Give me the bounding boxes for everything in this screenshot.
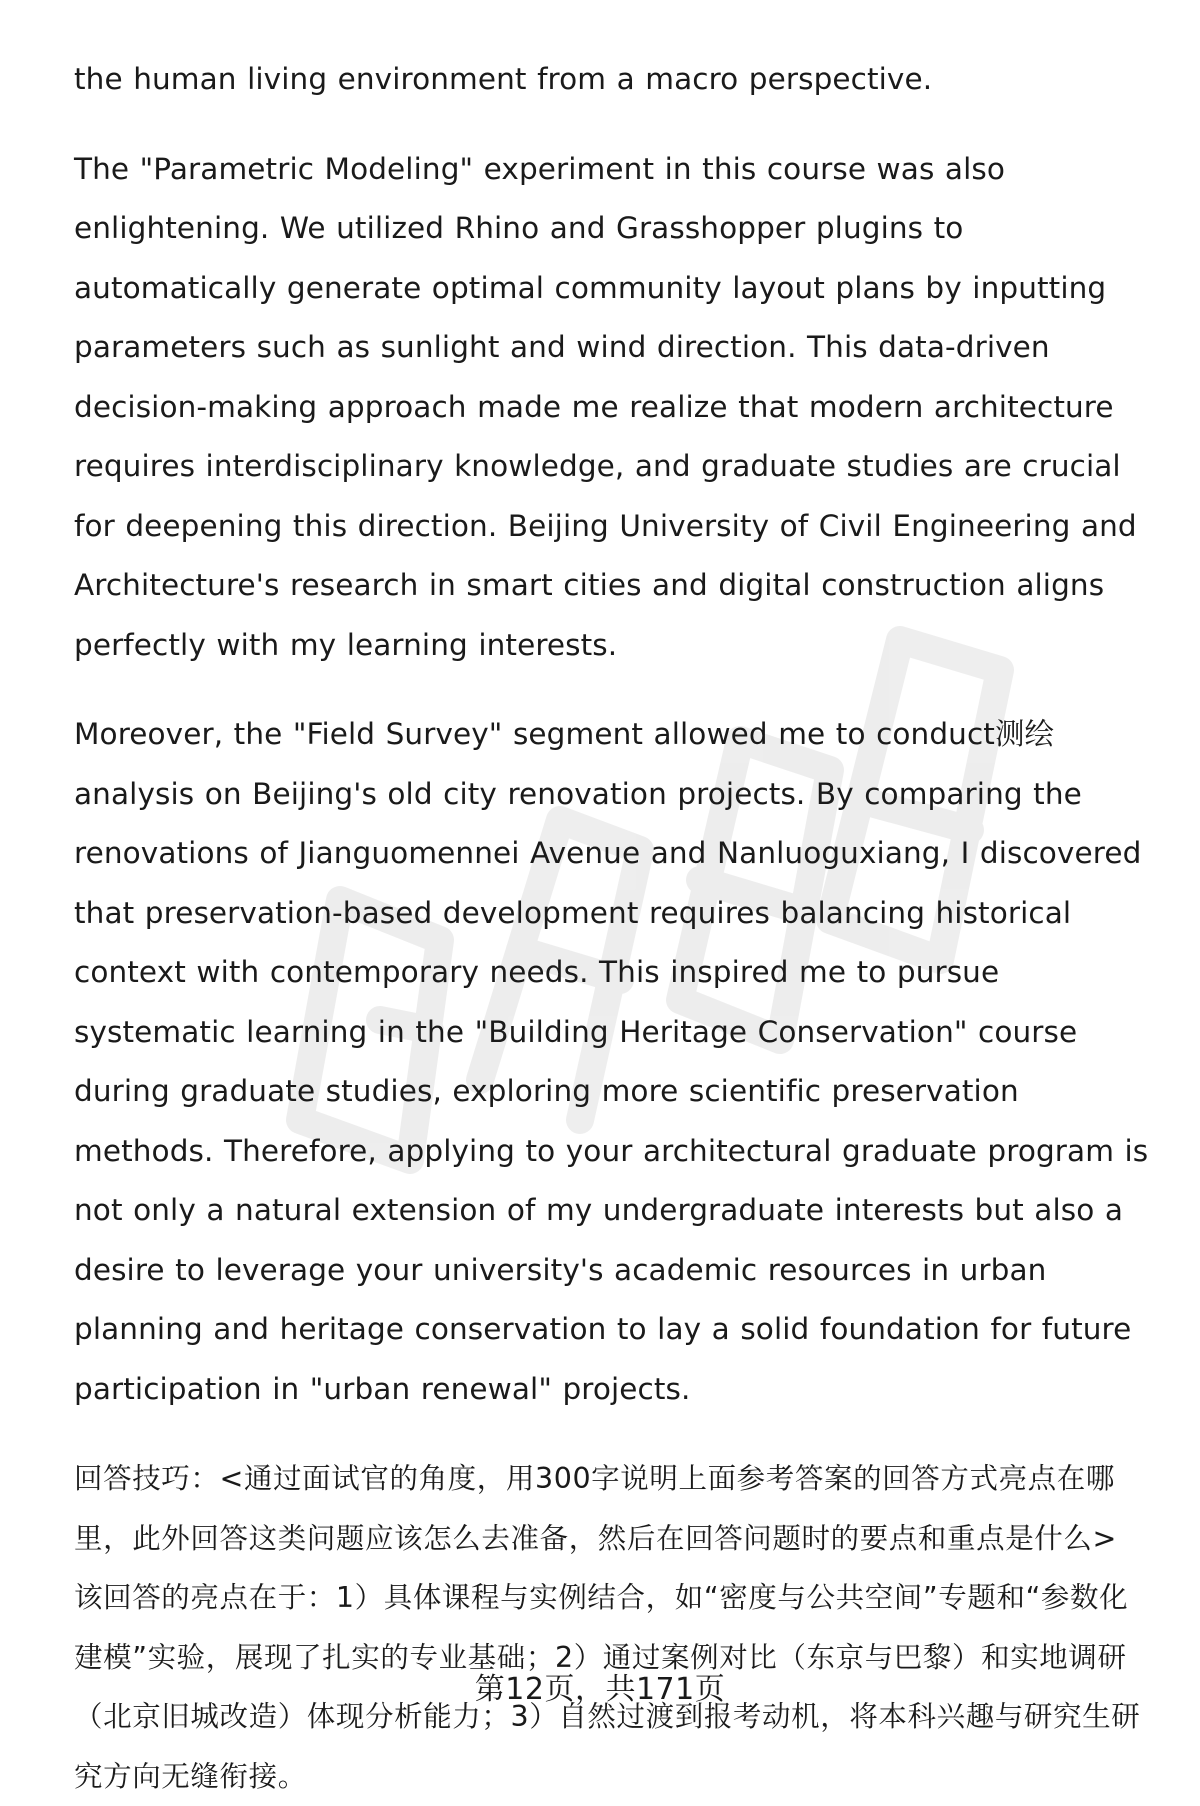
answer-tips-analysis: 该回答的亮点在于：1）具体课程与实例结合，如“密度与公共空间”专题和“参数化建模”实验，展现了扎实的专业基础；2）通过案例对比（东京与巴黎）和实地调研（北京旧城改造）体现分析能力；3）自然过渡到报考动机，将本科兴趣与研究生研究方向无缝衔接。: [74, 1581, 1141, 1793]
paragraph-continuation: the human living environment from a macro perspective.: [74, 62, 933, 96]
answer-tips-prompt: 回答技巧：<通过面试官的角度，用300字说明上面参考答案的回答方式亮点在哪里，此外回答这类问题应该怎么去准备，然后在回答问题时的要点和重点是什么>: [74, 1462, 1117, 1555]
paragraph-field-survey: Moreover, the "Field Survey" segment allowed me to conduct测绘 analysis on Beijing's old city renovation projects. By comparing the renovations of Jianguomennei Avenue and Nanluoguxiang, I discovered that preservation-based development requires balancing historical context with contemporary needs. This inspired me to pursue systematic learning in the "Building Heritage Conservation" course during graduate studies, exploring more scientific preservation methods. Therefore, applying to your architectural graduate program is not only a natural extension of my undergraduate interests but also a desire to leverage your university's academic resources in urban planning and heritage conservation to lay a solid foundation for future participation in "urban renewal" projects.: [74, 717, 1149, 1406]
page-number-footer: 第12页，共171页: [474, 1672, 726, 1707]
document-body: [74, 50, 1154, 1806]
paragraph-parametric-modeling: The "Parametric Modeling" experiment in this course was also enlightening. We utilized Rhino and Grasshopper plugins to automatically generate optimal community layout plans by inputting parameters such as sunlight and wind direction. This data-driven decision-making approach made me realize that modern architecture requires interdisciplinary knowledge, and graduate studies are crucial for deepening this direction. Beijing University of Civil Engineering and Architecture's research in smart cities and digital construction aligns perfectly with my learning interests.: [74, 151, 1137, 662]
